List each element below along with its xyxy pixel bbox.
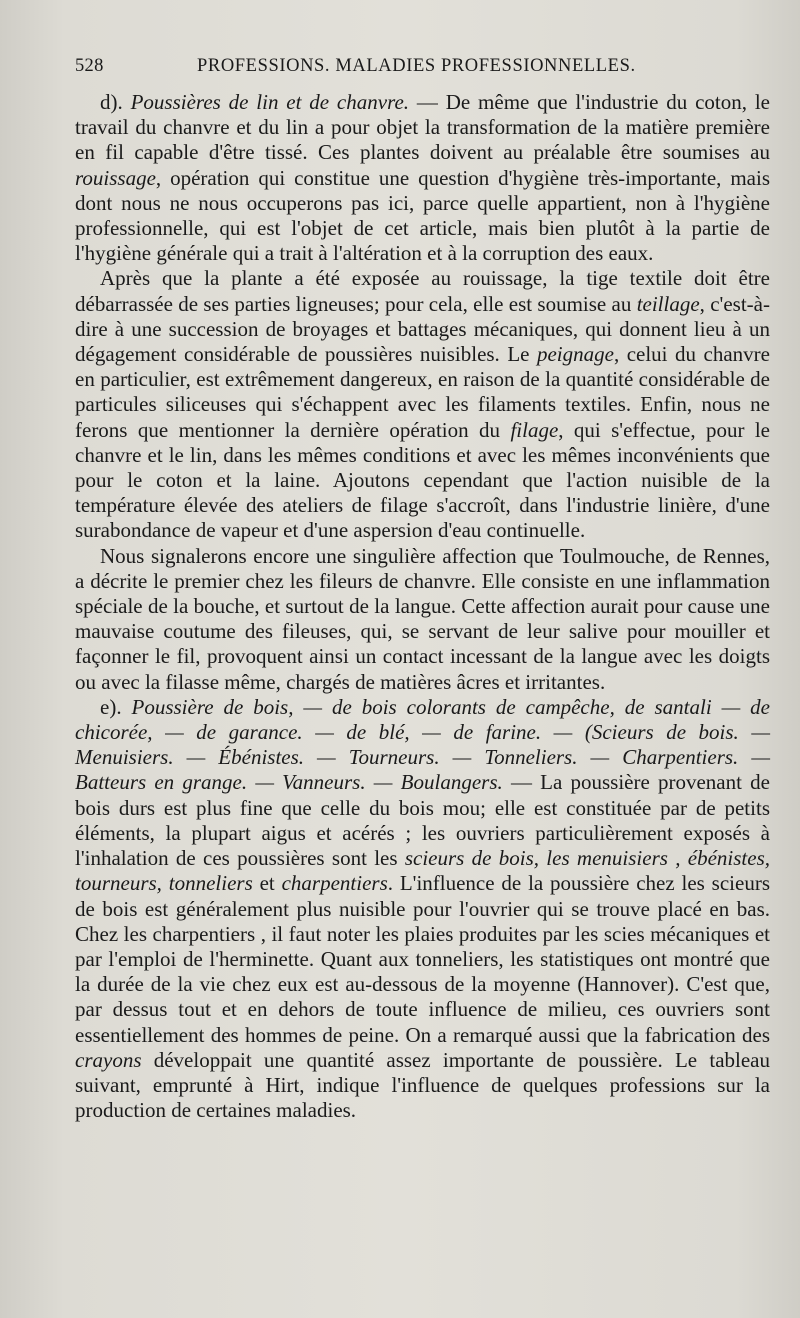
emphasis-term: scieurs de bois, les menuisiers , ébénistes, tourneurs, tonneliers	[75, 846, 770, 896]
emphasis-term: teillage	[636, 291, 700, 316]
page-number: 528	[75, 56, 104, 76]
paragraph-text: développait une quantité assez importante de poussière. Le tableau suivant, emprunté à Hirt, indique l'influence de quelques professions sur la production de certaines maladies.	[75, 1047, 770, 1123]
body-text	[75, 90, 770, 1123]
section-heading: Poussières de lin et de chanvre.	[130, 90, 410, 114]
paragraph-text: et	[252, 871, 282, 896]
emphasis-term: peignage	[536, 342, 614, 367]
paragraph-text: . L'influence de la poussière chez les scieurs de bois est généralement plus nuisible pour l'ouvrier qui se trouve placé en bas. Chez les charpentiers , il faut noter les plaies produites par les scies mécaniques et par l'emploi de l'herminette. Quant aux tonneliers, les statistiques ont montré que la durée de la vie chez eux est au-dessous de la moyenne (Hannover). C'est que, par dessus tout et en dehors de toute influence de milieu, ces ouvriers sont essentiellement des hommes de peine. On a remarqué aussi que la fabrication des	[75, 871, 770, 1047]
section-marker: e).	[100, 694, 122, 719]
paragraph-toulmouche	[75, 544, 770, 695]
paragraph-rouissage	[75, 266, 770, 543]
paragraph-e-bois	[75, 695, 770, 1123]
paragraph-text: — La poussière provenant de bois durs est plus fine que celle du bois mou; elle est constituée par de petits éléments, la plupart aigus et acérés ; les ouvriers particulièrement exposés à l'inhalation de ces poussières sont les	[75, 770, 770, 871]
paragraph-text: Nous signalerons encore une singulière affection que Toulmouche, de Rennes, a décrite le premier chez les fileurs de chanvre. Elle consiste en une inflammation spéciale de la bouche, et surtout de la langue. Cette affection aurait pour cause une mauvaise coutume des fileuses, qui, se servant de leur salive pour mouiller et façonner le fil, provoquent ainsi un contact incessant de la langue avec les doigts ou avec la filasse même, chargés de matières âcres et irritantes.	[75, 543, 770, 694]
paragraph-text: Après que la plante a été exposée au rouissage, la tige textile doit être débarrassée de ses parties ligneuses; pour cela, elle est soumise au	[75, 266, 770, 316]
emphasis-term: crayons	[75, 1047, 142, 1072]
page-header	[75, 50, 770, 90]
emphasis-term: filage	[510, 417, 559, 442]
paragraph-text: , qui s'effectue, pour le chanvre et le lin, dans les mêmes conditions et avec les mêmes inconvénients que pour le coton et la laine. Ajoutons cependant que l'action nuisible de la température élevée des ateliers de filage s'accroît, dans l'industrie linière, d'une surabondance de vapeur et d'une aspersion d'eau continuelle.	[75, 417, 770, 543]
emphasis-term: rouissage	[75, 165, 156, 190]
emphasis-term: charpentiers	[281, 871, 388, 896]
section-heading: Poussière de bois, — de bois colorants de campêche, de santali — de chicorée, — de garance. — de blé, — de farine. — (Scieurs de bois. — Menuisiers. — Ébénistes. — Tourneurs. — Tonneliers. — Charpentiers. — Batteurs en grange. — Vanneurs. — Boulangers.	[75, 694, 770, 795]
paragraph-text: , celui du chanvre en particulier, est extrêmement dangereux, en raison de la quantité considérable de particules siliceuses qui s'échappent avec les filaments textiles. Enfin, nous ne ferons que mentionner la dernière opération du	[75, 342, 770, 442]
paragraph-text: — De même que l'industrie du coton, le travail du chanvre et du lin a pour objet la transformation de la matière première en fil capable d'être tissé. Ces plantes doivent au préalable être soumises au	[75, 90, 771, 165]
paragraph-d-lin-chanvre	[75, 90, 770, 266]
section-marker: d).	[100, 90, 123, 114]
running-title: PROFESSIONS. MALADIES PROFESSIONNELLES.	[197, 56, 636, 76]
paragraph-text: , opération qui constitue une question d'hygiène très-importante, mais dont nous ne nous occuperons pas ici, parce quelle appartient, non à l'hygiène professionnelle, qui est l'objet de cet article, mais bien plutôt à la partie de l'hygiène générale qui a trait à l'altération et à la corruption des eaux.	[75, 165, 770, 266]
paragraph-text: , c'est-à-dire à une succession de broyages et battages mécaniques, qui donnent lieu à un dégagement considérable de poussières nuisibles. Le	[75, 291, 770, 367]
